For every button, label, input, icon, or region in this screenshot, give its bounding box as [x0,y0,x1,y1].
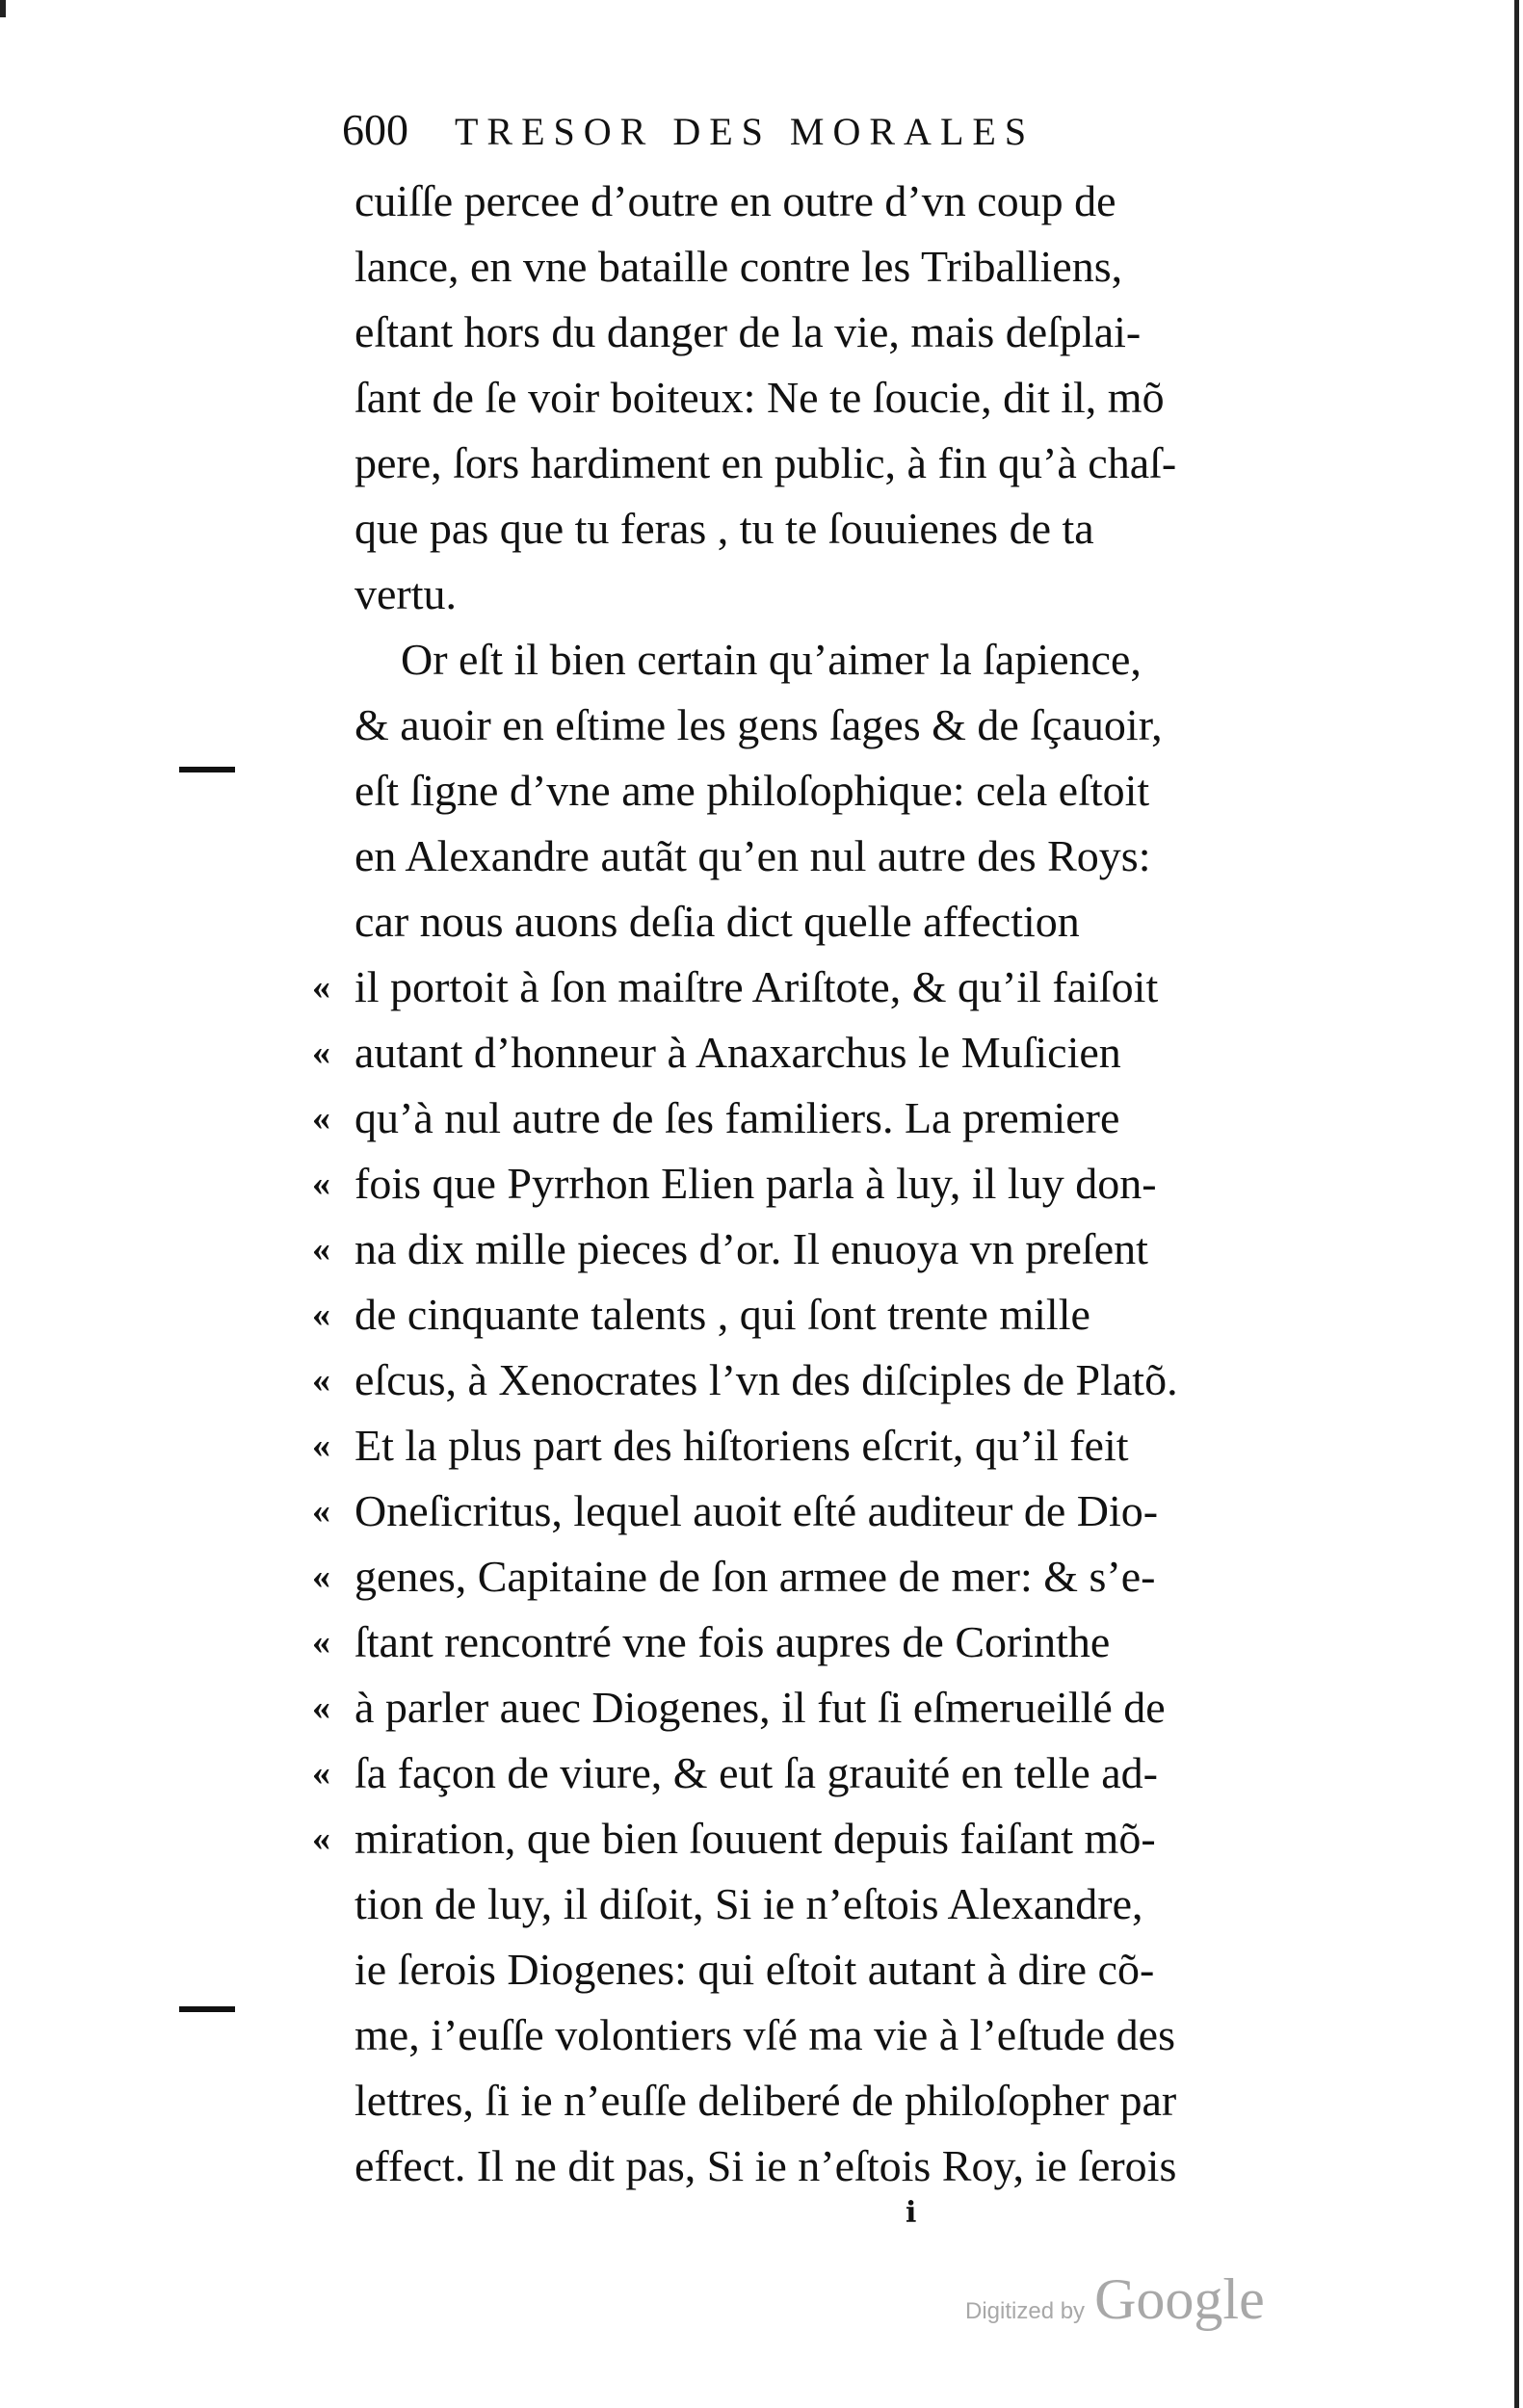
text-line [312,1806,1395,1871]
quote-mark: « [312,1688,330,1728]
running-title: TRESOR DES MORALES [455,110,1036,153]
text-line [312,1675,1395,1741]
signature-mark: i [906,2196,917,2230]
text-line [312,1217,1395,1282]
line-text: à parler auec Diogenes, il fut ſi eſmerueillé de [354,1683,1166,1732]
line-text: ſant de ſe voir boiteux: Ne te ſoucie, dit il, mõ [354,373,1165,422]
line-text: Et la plus part des hiſtoriens eſcrit, qu’il feit [354,1421,1129,1470]
line-text: miration, que bien ſouuent depuis faiſant mõ- [354,1814,1156,1863]
line-text: ſtant rencontré vne fois aupres de Corinthe [354,1617,1111,1666]
text-line [312,1741,1395,1806]
quote-mark: « [312,1753,330,1793]
text-line [354,2002,1395,2068]
text-line [354,2133,1395,2199]
text-line [312,1086,1395,1151]
line-text: Oneſicritus, lequel auoit eſté auditeur de Dio- [354,1486,1159,1535]
text-line [312,1348,1395,1413]
line-text: me, i’euſſe volontiers vſé ma vie à l’eſtude des [354,2010,1175,2059]
line-text: de cinquante talents , qui ſont trente mille [354,1290,1090,1339]
text-line [312,1282,1395,1348]
line-text: ie ſerois Diogenes: qui eſtoit autant à dire cõ- [354,1945,1155,1994]
corner-mark [0,0,6,17]
line-text: en Alexandre autãt qu’en nul autre des Roys: [354,831,1151,880]
line-text: effect. Il ne dit pas, Si ie n’eſtois Roy, ie ſerois [354,2141,1177,2190]
margin-dash [179,767,235,772]
line-text: na dix mille pieces d’or. Il enuoya vn preſent [354,1224,1148,1273]
page-number: 600 [342,105,408,154]
line-text: que pas que tu feras , tu te ſouuienes de ta [354,504,1094,553]
text-line [354,365,1395,431]
line-text: & auoir en eſtime les gens ſages & de ſçauoir, [354,700,1163,749]
line-text: pere, ſors hardiment en public, à fin qu’à chaſ- [354,438,1177,487]
quote-mark: « [312,1491,330,1531]
line-text: vertu. [354,569,458,618]
line-text: tion de luy, il diſoit, Si ie n’eſtois Alexandre, [354,1879,1143,1928]
text-line [354,889,1395,955]
text-line [354,169,1395,234]
line-text: car nous auons deſia dict quelle affection [354,897,1080,946]
quote-mark: « [312,1557,330,1597]
text-line [354,2068,1395,2133]
text-line [312,1151,1395,1217]
quote-mark: « [312,1229,330,1269]
line-text: fois que Pyrrhon Elien parla à luy, il luy don- [354,1159,1157,1208]
text-line [354,234,1395,300]
line-text: eſt ſigne d’vne ame philoſophique: cela eſtoit [354,766,1150,815]
line-text: genes, Capitaine de ſon armee de mer: & s’e- [354,1552,1156,1601]
text-line [354,824,1395,889]
line-text: il portoit à ſon maiſtre Ariſtote, & qu’il faiſoit [354,962,1159,1011]
text-line [354,496,1395,562]
text-block [312,169,1395,2199]
quote-mark: « [312,1819,330,1859]
google-watermark [965,2266,1265,2333]
google-logo: Google [1094,2267,1265,2331]
line-text: autant d’honneur à Anaxarchus le Muſicien [354,1028,1121,1077]
margin-dash [179,2006,235,2012]
quote-mark: « [312,967,330,1008]
quote-mark: « [312,1033,330,1073]
text-line [354,693,1395,758]
text-line [354,431,1395,496]
quote-mark: « [312,1295,330,1335]
quote-mark: « [312,1360,330,1400]
text-line [354,1871,1395,1937]
line-text: lettres, ſi ie n’euſſe deliberé de philoſopher par [354,2076,1177,2125]
quote-mark: « [312,1098,330,1139]
text-line [312,1544,1395,1610]
text-line [354,758,1395,824]
line-text: lance, en vne bataille contre les Triballiens, [354,242,1123,291]
running-head [342,104,1267,171]
quote-mark: « [312,1622,330,1662]
text-line [312,1020,1395,1086]
quote-mark: « [312,1164,330,1204]
line-text: Or eſt il bien certain qu’aimer la ſapience, [401,635,1142,684]
digitized-by-label: Digitized by [965,2298,1086,2324]
text-line [312,955,1395,1020]
line-text: ſa façon de viure, & eut ſa grauité en telle ad- [354,1748,1158,1797]
page-edge [1514,0,1519,2408]
quote-mark: « [312,1426,330,1466]
text-line [312,1413,1395,1479]
text-line [354,300,1395,365]
text-line [354,627,1395,693]
text-line [354,562,1395,627]
text-line [312,1479,1395,1544]
line-text: eſtant hors du danger de la vie, mais deſplai- [354,307,1142,356]
text-line [312,1610,1395,1675]
text-line [354,1937,1395,2002]
line-text: qu’à nul autre de ſes familiers. La premiere [354,1093,1120,1142]
line-text: eſcus, à Xenocrates l’vn des diſciples de Platõ. [354,1355,1178,1404]
line-text: cuiſſe percee d’outre en outre d’vn coup de [354,176,1116,225]
